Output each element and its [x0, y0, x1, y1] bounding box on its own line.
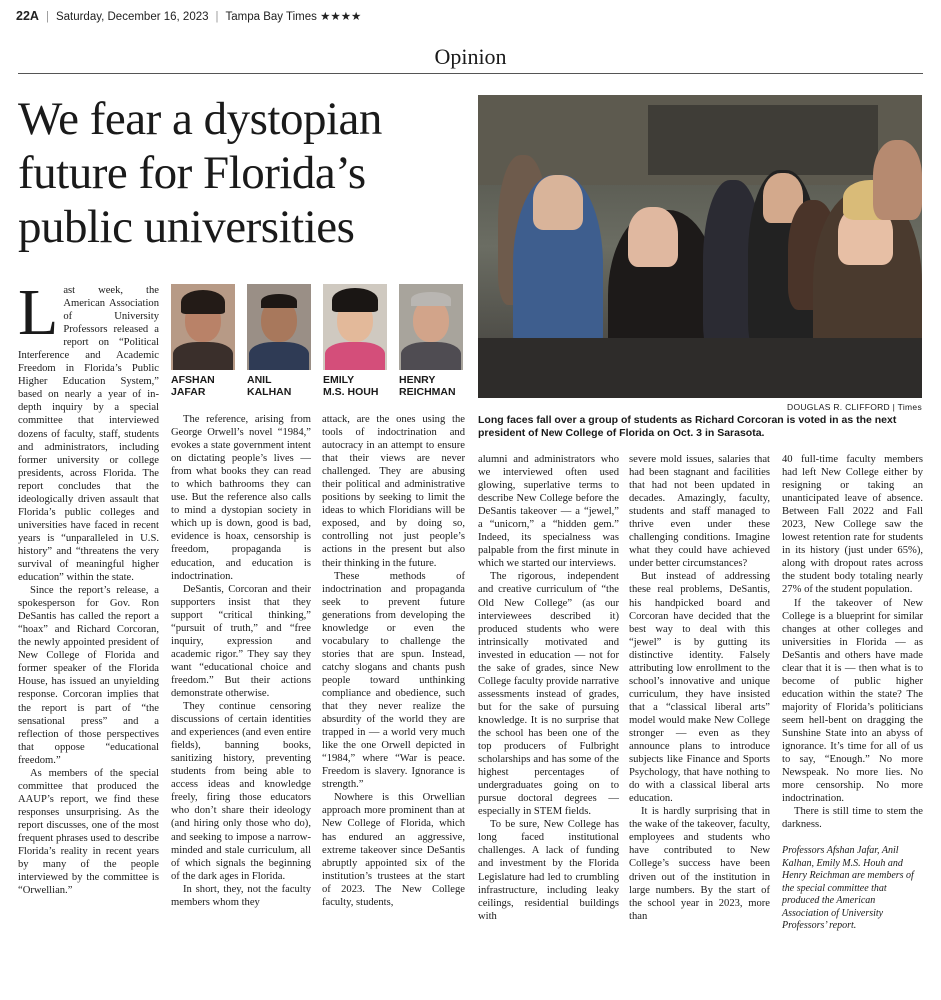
article-column-2	[171, 413, 311, 983]
paragraph: Since the report’s release, a spokesperson for Gov. Ron DeSantis has called the report a “hoax” and Richard Corcoran, the newly appointed president of New College of Florida and former speaker of the Florida House, has issued an unyielding response. Corcoran implies that the report is part of “the sensational press” and a reflection of those perspectives that oppose “educational freedom.”	[18, 585, 159, 766]
author-note: Professors Afshan Jafar, Anil Kalhan, Emily M.S. Houh and Henry Reichman are members of the special committee that produced the American Association of University Professors’ report.	[782, 845, 914, 932]
page-number: 22A	[16, 9, 39, 23]
author-first-name: ANIL	[247, 374, 272, 386]
paragraph: Nowhere is this Orwellian approach more prominent than at New College of Florida, which has endured an aggressive, extreme takeover since DeSantis abruptly appointed six of the institution’s trustees at the start of 2023. The New College faculty, students,	[322, 792, 465, 908]
paragraph: 40 full-time faculty members had left New College either by resigning or taking an unanticipated leave of absence. Between Fall 2022 and Fall 2023, New College saw the lowest retention rate for students in its history (just under 65%), along with dropout rates across the student body totaling nearly 27% of the student population.	[782, 454, 923, 596]
photo-caption: Long faces fall over a group of students as Richard Corcoran is voted in as the next president of New College of Florida on Oct. 3 in Sarasota.	[478, 414, 897, 439]
author-first-name: AFSHAN	[171, 374, 215, 386]
paragraph: severe mold issues, salaries that had been stagnant and facilities that had not been updated in decades. Amazingly, faculty, students and staff managed to thrive even under these challenging conditions. Imagine what they could have achieved under better circumstances?	[629, 454, 770, 570]
article-column-4	[478, 453, 619, 983]
page-header: 22A | Saturday, December 16, 2023 | Tampa Bay Times ★★★★	[16, 9, 362, 23]
author-houh	[323, 284, 387, 398]
paragraph: In short, they, not the faculty members whom they	[171, 883, 311, 908]
drop-cap: L	[18, 276, 59, 349]
headline: We fear a dystopian future for Florida’s public universities	[18, 93, 382, 253]
paragraph: The reference, arising from George Orwell’s novel “1984,” evokes a state government intent on dictating people’s lives — from what books they can read to which bathrooms they can use. But the reference also calls to mind a dystopian society in which up is down, good is bad, evidence is hoax, censorship is freedom, propaganda is education, and education is indoctrination.	[171, 414, 311, 582]
paper-name: Tampa Bay Times	[225, 11, 317, 23]
author-headshot	[323, 284, 387, 370]
paragraph: These methods of indoctrination and propaganda seek to prevent future generations from developing the knowledge or even the vocabulary to challenge the stories that are spun. Instead, catchy slogans and chants push people toward unthinking compliance and obedience, such that they never realize the absurdity of the world they are trapped in — a world very much like the one Orwell depicted in “1984,” where “War is peace. Freedom is slavery. Ignorance is strength.”	[322, 570, 465, 791]
lead-photo	[478, 95, 922, 398]
section-title: Opinion	[18, 44, 923, 74]
paragraph: attack, are the ones using the tools of indoctrination and autocracy in an attempt to ensure that their views are never challenged. They are abusing their political and administrative positions by seeking to limit the ideas to which Floridians will be exposed, and by doing so, controlling not just people’s actions in the present but also their thinking in the future.	[322, 414, 465, 569]
edition-stars: ★★★★	[320, 11, 362, 23]
photo-credit: DOUGLAS R. CLIFFORD | Times	[787, 402, 922, 412]
article-column-5	[629, 453, 770, 983]
article-column-6	[782, 453, 923, 983]
author-last-name: JAFAR	[171, 386, 206, 398]
author-last-name: KALHAN	[247, 386, 292, 398]
article-column-3	[322, 413, 465, 983]
author-reichman	[399, 284, 463, 398]
issue-date: Saturday, December 16, 2023	[55, 11, 209, 23]
paragraph: To be sure, New College has long faced institutional challenges. A lack of funding and investment by the Florida Legislature had led to crumbling infrastructure, including leaky ceilings, residential buildings with	[478, 819, 619, 922]
author-last-name: REICHMAN	[399, 386, 456, 398]
author-first-name: HENRY	[399, 374, 436, 386]
author-headshot	[247, 284, 311, 370]
author-kalhan	[247, 284, 311, 398]
paragraph: But instead of addressing these real problems, DeSantis, his handpicked board and Corcoran have decided that the best way to deal with this “jewel” is by gutting its distinctive identity. Falsely attributing low enrollment to the school’s innovative and unique curriculum, they have insisted that a “classical liberal arts” model would make New College stronger — even as they announce plans to introduce subjects like Finance and Sports Psychology, that have nothing to do with a classical liberal arts education.	[629, 571, 770, 805]
paragraph: If the takeover of New College is a blueprint for similar changes at other colleges and universities in Florida — as DeSantis and others have made clear that it is — then what is to become of public higher education within the state? The majority of Florida’s politicians seem hell-bent on dragging the Sunshine State into an abyss of ignorance. It’s time for all of us to say, “Enough.” No more Newspeak. No more lies. No more censorship. No more indoctrination.	[782, 597, 923, 805]
article-column-1	[18, 276, 159, 984]
author-first-name: EMILY	[323, 374, 355, 386]
author-headshot	[171, 284, 235, 370]
paragraph: It is hardly surprising that in the wake of the takeover, faculty, employees and students who have contributed to New College’s success have been driven out of the institution in large numbers. By the start of the school year in 2023, more than	[629, 806, 770, 922]
paragraph: As members of the special committee that produced the AAUP’s report, we find these responses unsurprising. As the report discusses, one of the most frequent phrases used to describe Florida’s reality in recent years by many of the people interviewed by the committee is “Orwellian.”	[18, 767, 159, 897]
paragraph: DeSantis, Corcoran and their supporters insist that they support “critical thinking,” “pursuit of truth,” and “free inquiry, expression and academic rigor.” They say they want “educational choice and freedom.” But their actions demonstrate otherwise.	[171, 583, 311, 699]
paragraph: They continue censoring discussions of certain identities and experiences (and even entire fields), banning books, sanitizing history, preventing students from being able to access ideas and knowledge freely, firing those educators who don’t share their ideology (and hiring only those who do), and seeking to impose a narrow-minded and stale curriculum, all of which signals the beginning of the dark ages in Florida.	[171, 701, 311, 882]
author-strip	[168, 284, 468, 404]
paragraph: There is still time to stem the darkness.	[782, 806, 923, 831]
paragraph: alumni and administrators who we interviewed often used glowing, superlative terms to describe New College before the DeSantis takeover — a “jewel,” a “unicorn,” a “hidden gem.” Indeed, its specialness was palpable from the first minute in which we started our interviews.	[478, 454, 619, 570]
paragraph: The rigorous, independent and creative curriculum of “the Old New College” (as our interviewees described it) produced students who were intrinsically motivated and invested in education — not for the sake of grades, since New College faculty provide narrative assessments instead of grades, but for the sake of pursuing knowledge. It is no surprise that the school has been one of the top producers of Fulbright scholarships and has some of the highest percentages of undergraduates going on to pursue doctoral degrees — especially in STEM fields.	[478, 571, 619, 818]
author-last-name: M.S. HOUH	[323, 386, 379, 398]
author-headshot	[399, 284, 463, 370]
paragraph: ast week, the American Association of University Professors released a report on “Political Interference and Academic Freedom in Florida’s Public Higher Education System,” based on nearly a year of in-depth inquiry by a special committee that interviewed dozens of faculty, staff, students and administrators, including former university or college presidents, across Florida. The report concludes that the ideologically driven assault that Florida’s public colleges and universities have faced in recent years is “unparalleled in U.S. history” and “threatens the very survival of meaningful higher education” within the state.	[18, 285, 159, 584]
author-jafar	[171, 284, 235, 398]
